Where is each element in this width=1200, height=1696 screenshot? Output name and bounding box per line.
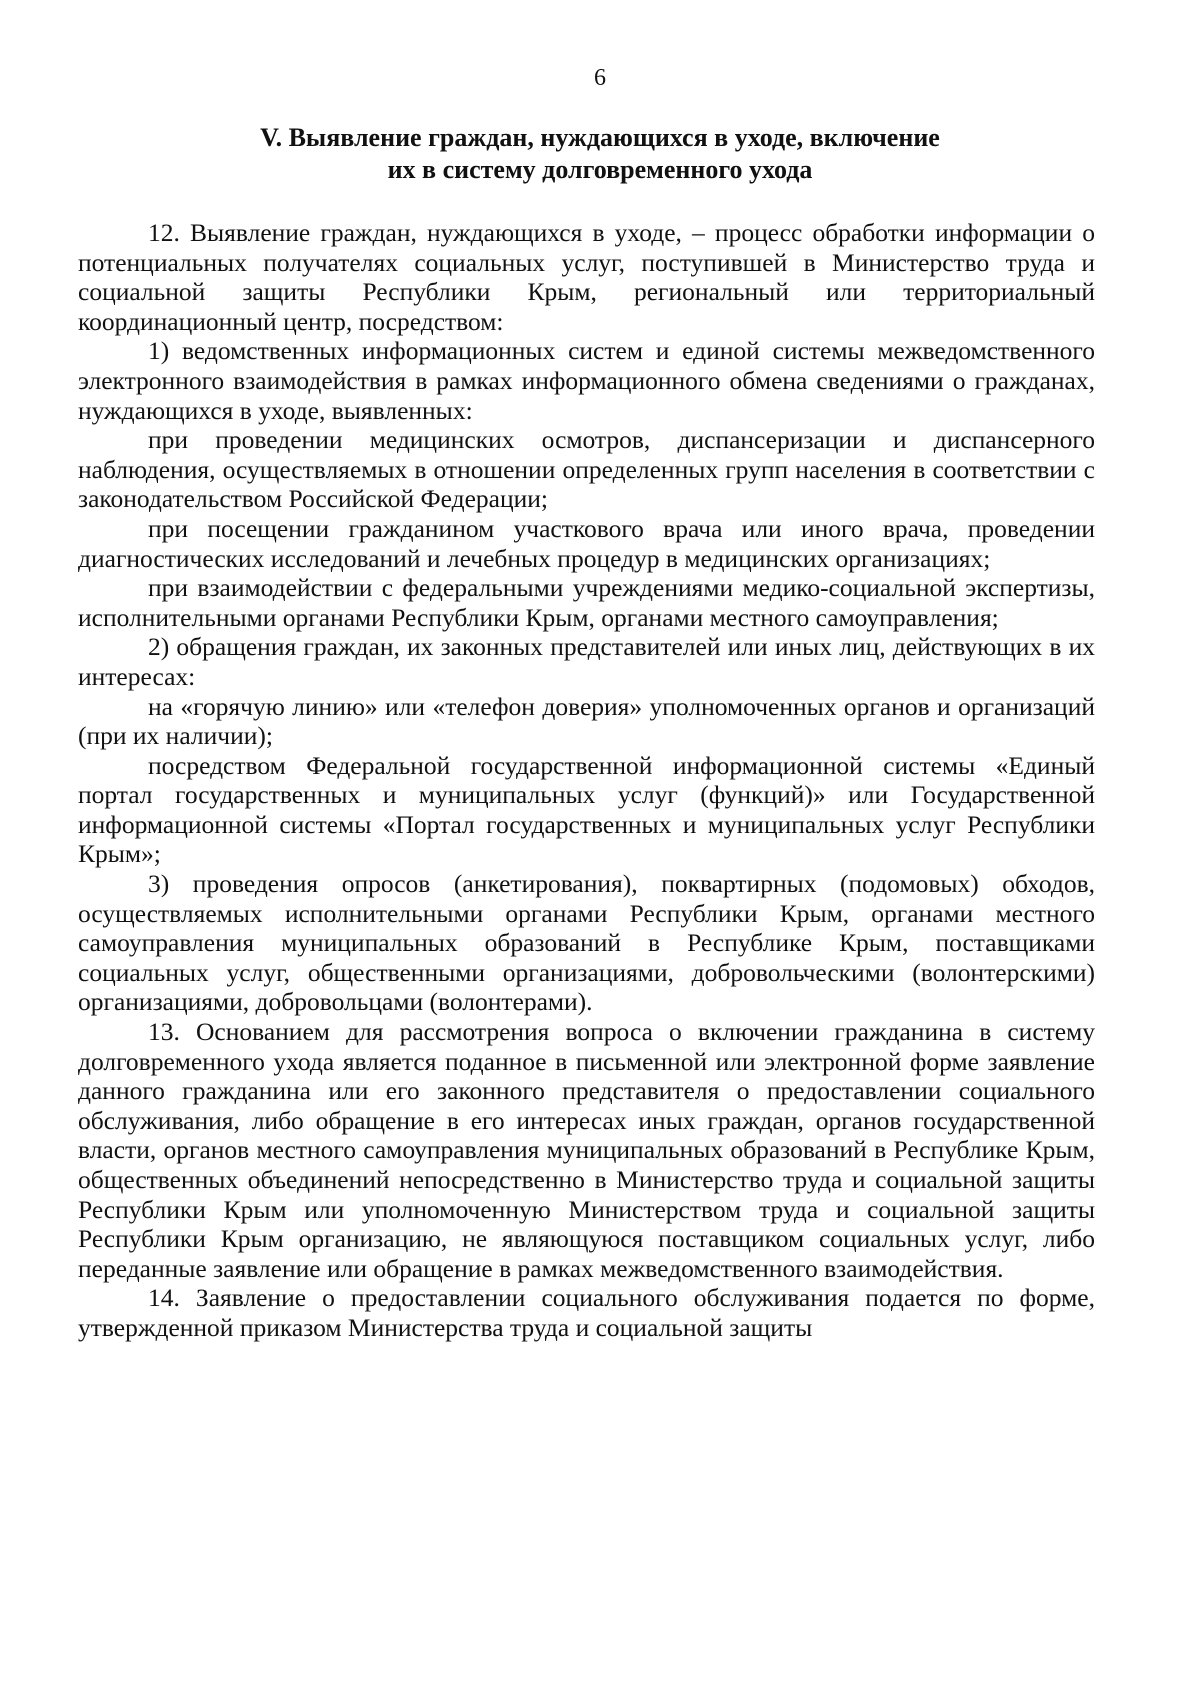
paragraph-12-item-1: 1) ведомственных информационных систем и единой системы межведомственного электронного взаимодействия в рамках информационного обмена сведениями о гражданах, нуждающихся в уходе, выявленных: — [78, 336, 1095, 425]
paragraph-12-item-2-hotline: на «горячую линию» или «телефон доверия» уполномоченных органов и организаций (при их наличии); — [78, 691, 1095, 751]
section-heading-line-1: V. Выявление граждан, нуждающихся в уходе, включение — [260, 123, 940, 152]
paragraph-12: 12. Выявление граждан, нуждающихся в уходе, – процесс обработки информации о потенциальных получателях социальных услуг, поступившей в Министерство труда и социальной защиты Республики Крым, региональный или территориальный координационный центр, посредством: — [78, 218, 1095, 336]
section-heading-line-2: их в систему долговременного ухода — [387, 155, 813, 184]
document-body — [78, 218, 1095, 1343]
paragraph-12-item-2-portal: посредством Федеральной государственной информационной системы «Единый портал государственных и муниципальных услуг (функций)» или Государственной информационной системы «Портал государственных и муниципальных услуг Республики Крым»; — [78, 750, 1095, 869]
paragraph-12-item-1-doctor-visits: при посещении гражданином участкового врача или иного врача, проведении диагностических исследований и лечебных процедур в медицинских организациях; — [78, 513, 1095, 573]
paragraph-12-item-2: 2) обращения граждан, их законных представителей или иных лиц, действующих в их интересах: — [78, 632, 1095, 691]
section-heading — [80, 122, 1120, 186]
paragraph-12-item-1-medical-exams: при проведении медицинских осмотров, диспансеризации и диспансерного наблюдения, осуществляемых в отношении определенных групп населения в соответствии с законодательством Российской Федерации; — [78, 425, 1095, 514]
paragraph-13: 13. Основанием для рассмотрения вопроса о включении гражданина в систему долговременного ухода является поданное в письменной или электронной форме заявление данного гражданина или его законного представителя о предоставлении социального обслуживания, либо обращение в его интересах иных граждан, органов государственной власти, органов местного самоуправления муниципальных образований в Республике Крым, общественных объединений непосредственно в Министерство труда и социальной защиты Республики Крым или уполномоченную Министерством труда и социальной защиты Республики Крым организацию, не являющуюся поставщиком социальных услуг, либо переданные заявление или обращение в рамках межведомственного взаимодействия. — [78, 1017, 1095, 1283]
paragraph-12-item-3: 3) проведения опросов (анкетирования), поквартирных (подомовых) обходов, осуществляемых исполнительными органами Республики Крым, органами местного самоуправления муниципальных образований в Республике Крым, поставщиками социальных услуг, общественными организациями, добровольческими (волонтерскими) организациями, добровольцами (волонтерами). — [78, 869, 1095, 1017]
paragraph-14: 14. Заявление о предоставлении социального обслуживания подается по форме, утвержденной приказом Министерства труда и социальной защиты — [78, 1283, 1095, 1342]
page-number: 6 — [594, 65, 606, 91]
paragraph-12-item-1-mse-interaction: при взаимодействии с федеральными учреждениями медико-социальной экспертизы, исполнительными органами Республики Крым, органами местного самоуправления; — [78, 573, 1095, 632]
